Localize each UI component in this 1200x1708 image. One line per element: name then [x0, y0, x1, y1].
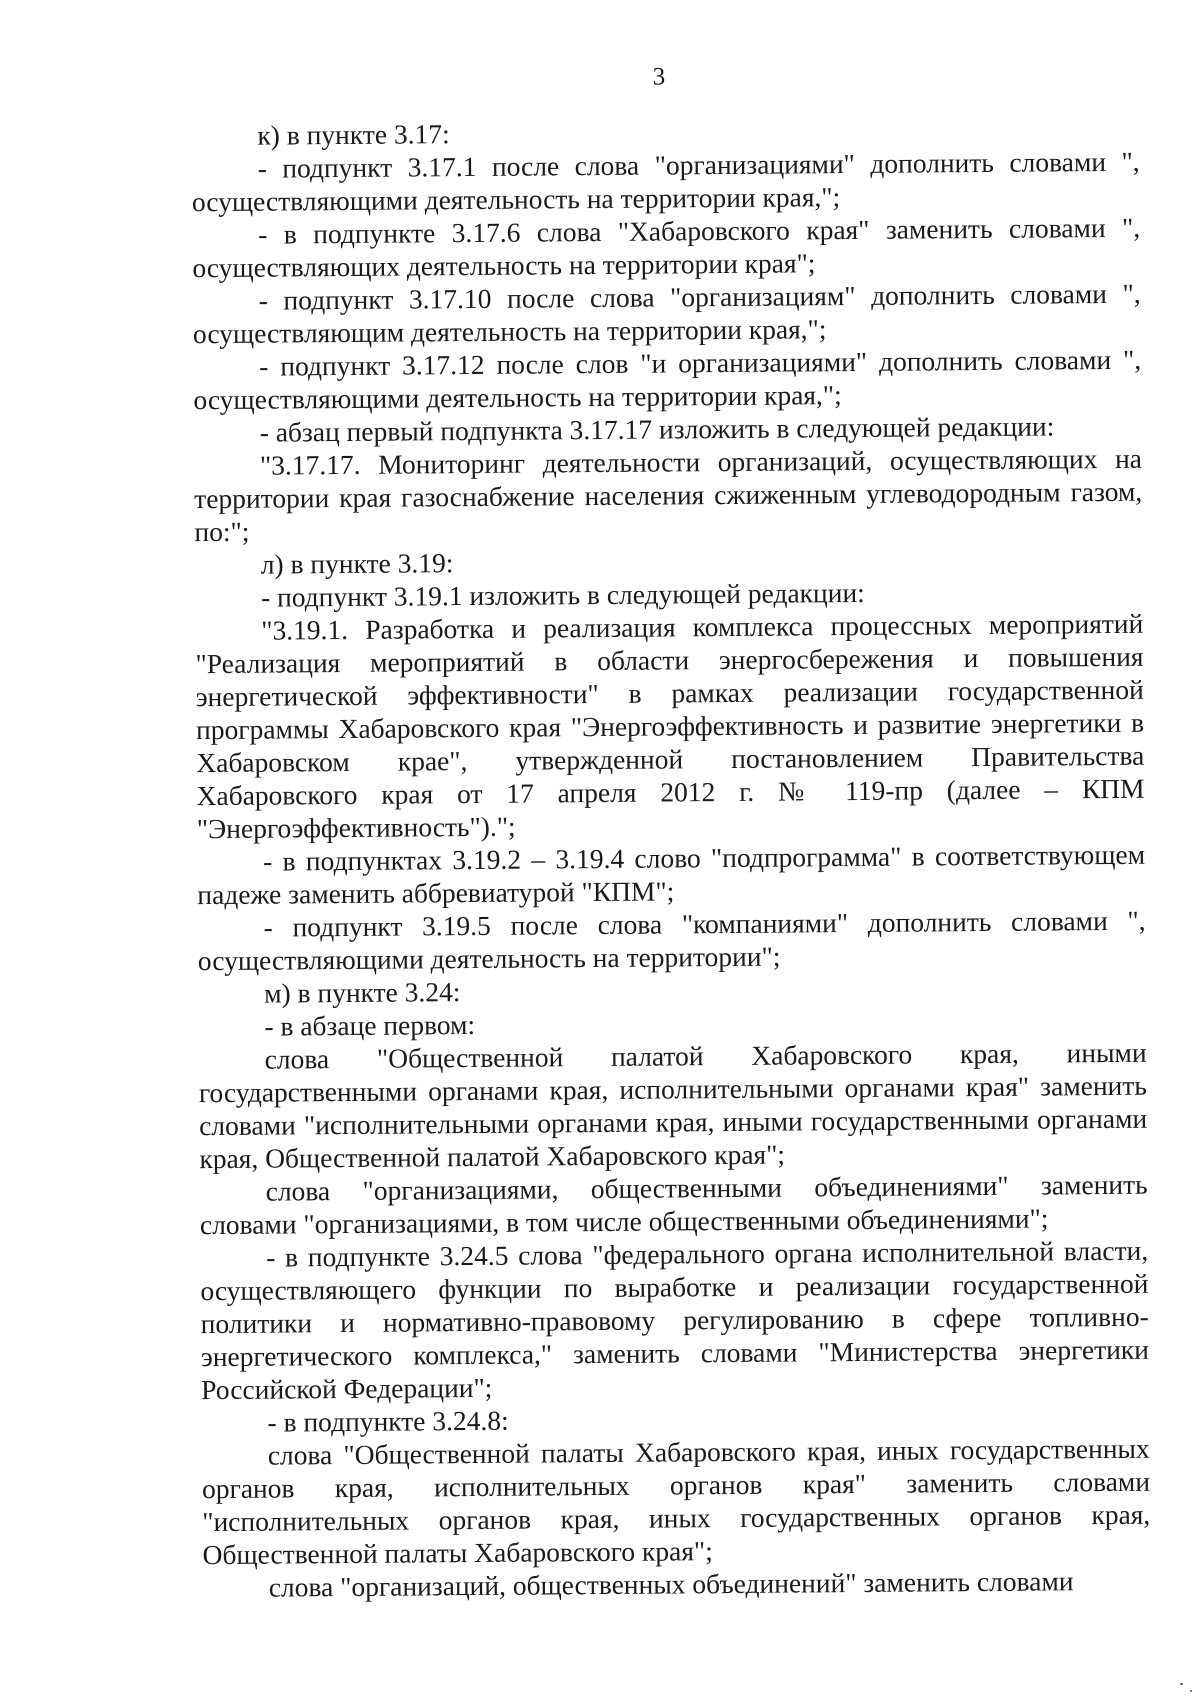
paragraph: слова "Общественной палатой Хабаровского края, иными государственными органами края, исполнительными органами края" заменить словами "исполнительными органами края, иными государственными органами края, Общественной палатой Хабаровского края"; [198, 1036, 1148, 1175]
paragraph: - в подпункте 3.24.5 слова "федерального органа исполнительной власти, осуществляющего функции по выработке и реализации государственной политики и нормативно-правовому регулированию в сфере топливно-энергетического комплекса," заменить словами "Министерства энергетики Российской Федерации"; [200, 1234, 1150, 1406]
paragraph: м) в пункте 3.24: [263, 976, 461, 1009]
paragraph: - подпункт 3.17.12 после слов "и организациями" дополнить словами ", осуществляющими деятельность на территории края,"; [193, 343, 1142, 416]
paragraph: - в абзаце первом: [264, 1008, 476, 1042]
paragraph: - подпункт 3.19.1 изложить в следующей редакции: [260, 576, 865, 613]
paragraph: - подпункт 3.17.10 после слова "организациям" дополнить словами ", осуществляющим деятельность на территории края,"; [192, 277, 1141, 350]
paragraph: - подпункт 3.17.1 после слова "организациями" дополнить словами ", осуществляющими деятельность на территории края,"; [191, 145, 1140, 218]
paragraph: слова "Общественной палаты Хабаровского края, иных государственных органов края, исполнительных органов края" заменить словами "исполнительных органов края, иных государственных органов края, Общественной палаты Хабаровского края"; [201, 1432, 1151, 1571]
paragraph: - абзац первый подпункта 3.17.17 изложить в следующей редакции: [259, 410, 1055, 448]
document-body [191, 112, 1151, 1604]
paragraph: к) в пункте 3.17: [257, 118, 450, 151]
page-number: 3 [652, 63, 666, 91]
paragraph: - в подпунктах 3.19.2 – 3.19.4 слово "подпрограмма" в соответствующем падеже заменить аббревиатурой "КПМ"; [197, 838, 1146, 911]
paragraph: слова "организаций, общественных объединений" заменить словами [268, 1565, 1074, 1603]
paragraph: - подпункт 3.19.5 после слова "компаниями" дополнить словами ", осуществляющими деятельность на территории"; [197, 904, 1146, 977]
scan-speck [1190, 1690, 1192, 1692]
scan-speck [1180, 1683, 1183, 1685]
paragraph: "3.17.17. Мониторинг деятельности организаций, осуществляющих на территории края газоснабжение населения сжиженным углеводородным газом, по:"; [194, 442, 1143, 548]
paragraph: - в подпункте 3.24.8: [267, 1404, 509, 1438]
paragraph: л) в пункте 3.19: [260, 547, 454, 580]
paragraph: "3.19.1. Разработка и реализация комплекса процессных мероприятий "Реализация мероприятий в области энергосбережения и повышения энергетической эффективности" в рамках реализации государственной программы Хабаровского края "Энергоэффективность и развитие энергетики в Хабаровском крае", утвержденной постановлением Правительства Хабаровского края от 17 апреля 2012 г. № 119-пр (далее – КПМ "Энергоэффективность")."; [195, 607, 1145, 845]
paragraph: слова "организациями, общественными объединениями" заменить словами "организациями, в том числе общественными объединениями"; [199, 1168, 1148, 1241]
paragraph: - в подпункте 3.17.6 слова "Хабаровского края" заменить словами ", осуществляющих деятельность на территории края"; [192, 211, 1141, 284]
